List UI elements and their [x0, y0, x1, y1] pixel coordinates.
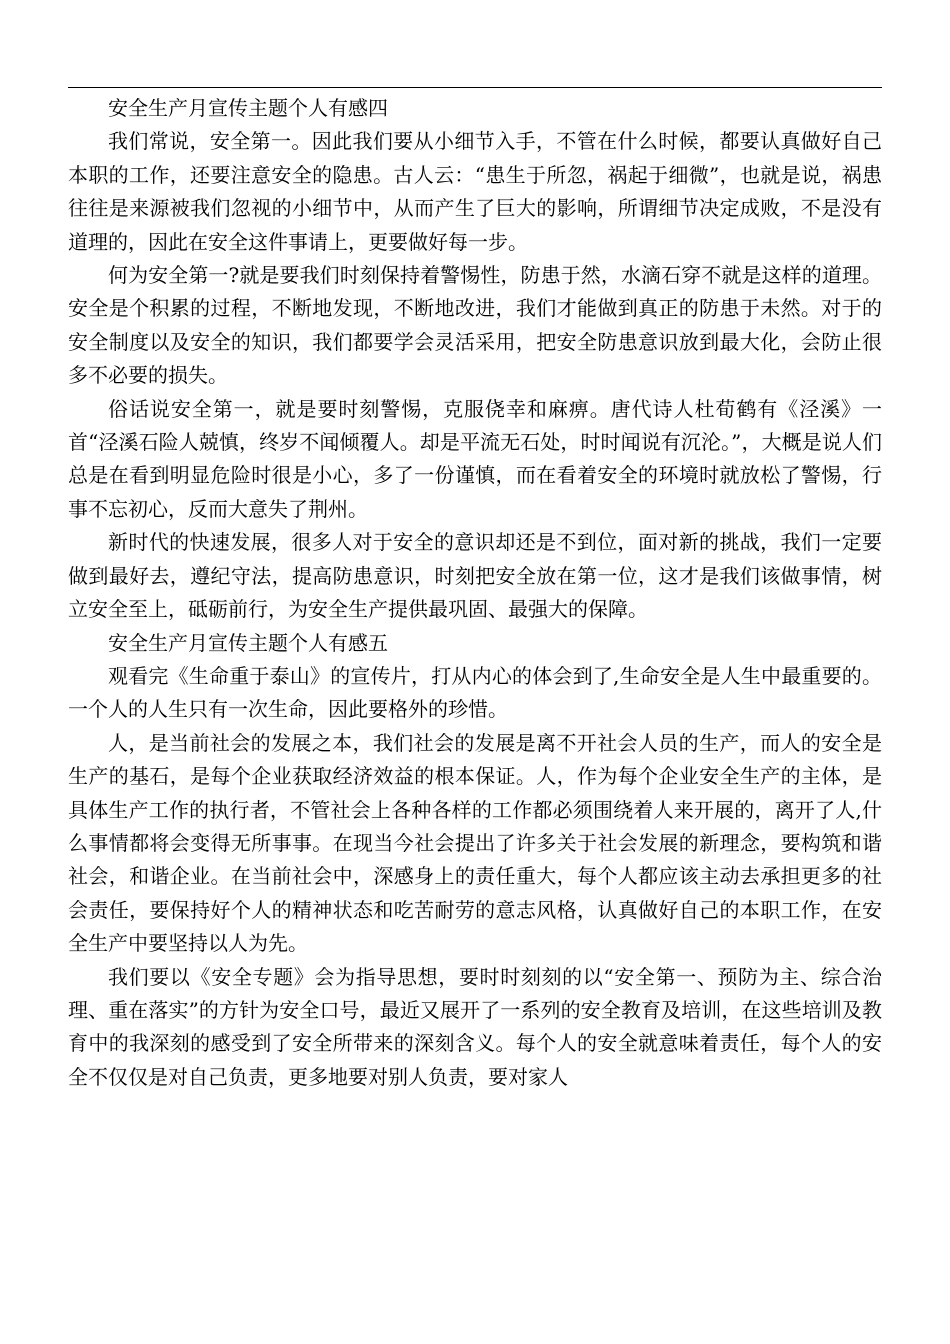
paragraph: 我们常说，安全第一。因此我们要从小细节入手，不管在什么时候，都要认真做好自己本职的工作，还要注意安全的隐患。古人云：“患生于所忽，祸起于细微”，也就是说，祸患往往是来源被我们忽视的小细节中，从而产生了巨大的影响，所谓细节决定成败，不是没有道理的，因此在安全这件事请上，更要做好每一步。: [68, 129, 882, 254]
section-heading-5: 安全生产月宣传主题个人有感五: [108, 630, 388, 655]
paragraph: 俗话说安全第一，就是要时刻警惕，克服侥幸和麻痹。唐代诗人杜荀鹤有《泾溪》一首“泾溪石险人兢慎，终岁不闻倾覆人。却是平流无石处，时时闻说有沉沦。”，大概是说人们总是在看到明显危险时很是小心，多了一份谨慎，而在看着安全的环境时就放松了警惕，行事不忘初心，反而大意失了荆州。: [68, 396, 882, 521]
document-body: [68, 92, 882, 1094]
paragraph: 我们要以《安全专题》会为指导思想，要时时刻刻的以“安全第一、预防为主、综合治理、重在落实”的方针为安全口号，最近又展开了一系列的安全教育及培训，在这些培训及教育中的我深刻的感受到了安全所带来的深刻含义。每个人的安全就意味着责任，每个人的安全不仅仅是对自己负责，更多地要对别人负责，要对家人: [68, 964, 882, 1089]
paragraph: 新时代的快速发展，很多人对于安全的意识却还是不到位，面对新的挑战，我们一定要做到最好去，遵纪守法，提高防患意识，时刻把安全放在第一位，这才是我们该做事情，树立安全至上，砥砺前行，为安全生产提供最巩固、最强大的保障。: [68, 530, 882, 622]
paragraph: 观看完《生命重于泰山》的宣传片，打从内心的体会到了,生命安全是人生中最重要的。一个人的人生只有一次生命，因此要格外的珍惜。: [68, 663, 882, 722]
section-heading-4: 安全生产月宣传主题个人有感四: [108, 96, 388, 120]
paragraph: 人，是当前社会的发展之本，我们社会的发展是离不开社会人员的生产，而人的安全是生产的基石，是每个企业获取经济效益的根本保证。人，作为每个企业安全生产的主体，是具体生产工作的执行者，不管社会上各种各样的工作都必须围绕着人来开展的，离开了人,什么事情都将会变得无所事事。在现当今社会提出了许多关于社会发展的新理念，要构筑和谐社会，和谐企业。在当前社会中，深感身上的责任重大，每个人都应该主动去承担更多的社会责任，要保持好个人的精神状态和吃苦耐劳的意志风格，认真做好自己的本职工作，在安全生产中要坚持以人为先。: [68, 730, 882, 956]
header-rule: [68, 87, 882, 88]
paragraph: 何为安全第一?就是要我们时刻保持着警惕性，防患于然，水滴石穿不就是这样的道理。安全是个积累的过程，不断地发现，不断地改进，我们才能做到真正的防患于未然。对于的安全制度以及安全的知识，我们都要学会灵活采用，把安全防患意识放到最大化，会防止很多不必要的损失。: [68, 263, 882, 388]
